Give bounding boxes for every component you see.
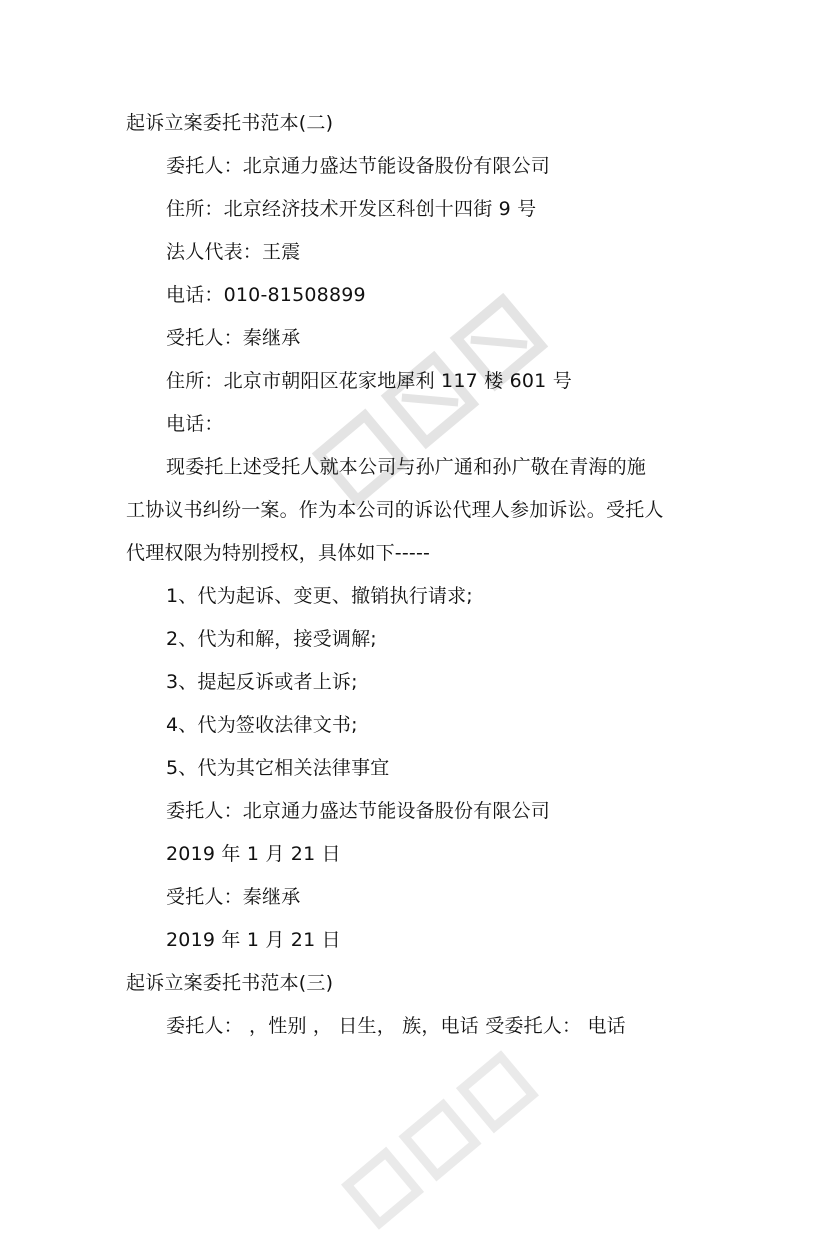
body-paragraph-line-1: 现委托上述受托人就本公司与孙广通和孙广敬在青海的施	[166, 456, 647, 478]
signature-principal: 委托人：北京通力盛达节能设备股份有限公司	[166, 800, 551, 822]
principal-phone-line: 电话：010-81508899	[166, 284, 366, 306]
watermark-logo-bottom	[320, 1027, 559, 1253]
body-paragraph-line-2: 工协议书纠纷一案。作为本公司的诉讼代理人参加诉讼。受托人	[126, 499, 664, 521]
authority-item-1: 1、代为起诉、变更、撤销执行请求;	[166, 585, 473, 607]
principal-line: 委托人：北京通力盛达节能设备股份有限公司	[166, 155, 551, 177]
signature-date-2: 2019 年 1 月 21 日	[166, 929, 341, 951]
legal-representative-line: 法人代表：王震	[166, 241, 301, 263]
agent-address-line: 住所：北京市朝阳区花家地犀利 117 楼 601 号	[166, 370, 572, 392]
authority-item-2: 2、代为和解，接受调解;	[166, 628, 377, 650]
section-title-2: 起诉立案委托书范本(二)	[126, 112, 334, 134]
authority-item-4: 4、代为签收法律文书;	[166, 714, 358, 736]
authority-item-3: 3、提起反诉或者上诉;	[166, 671, 358, 693]
template-form-line: 委托人： ，性别 ， 日生， 族，电话 受委托人： 电话	[166, 1015, 626, 1037]
authority-item-5: 5、代为其它相关法律事宜	[166, 757, 390, 779]
signature-date-1: 2019 年 1 月 21 日	[166, 843, 341, 865]
principal-address-line: 住所：北京经济技术开发区科创十四街 9 号	[166, 198, 537, 220]
section-title-3: 起诉立案委托书范本(三)	[126, 972, 334, 994]
body-paragraph-line-3: 代理权限为特别授权，具体如下-----	[126, 542, 431, 564]
agent-line: 受托人：秦继承	[166, 327, 301, 349]
signature-agent: 受托人：秦继承	[166, 886, 301, 908]
agent-phone-line: 电话：	[166, 413, 224, 435]
